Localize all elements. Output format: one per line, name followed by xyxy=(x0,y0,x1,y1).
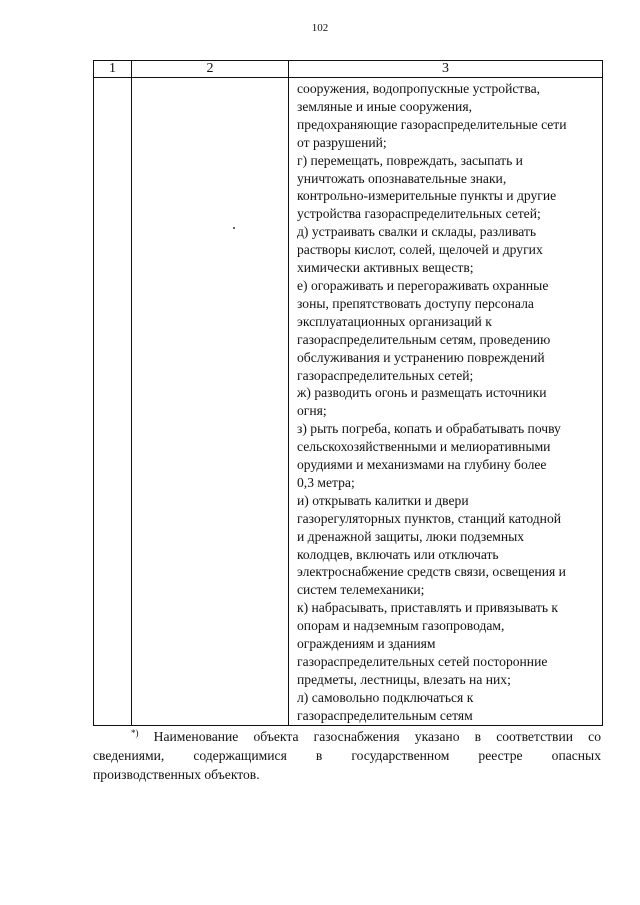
text-line: устройства газораспределительных сетей; xyxy=(297,206,541,222)
text-line: е) огораживать и перегораживать охранные xyxy=(297,277,549,293)
text-line: газораспределительных сетей; xyxy=(297,367,474,383)
text-line: и) открывать калитки и двери xyxy=(297,492,469,508)
text-line: ограждениям и зданиям xyxy=(297,636,436,652)
text-line: газораспределительным сетям xyxy=(297,707,473,723)
footnote-line: производственных объектов. xyxy=(93,767,260,782)
text-line: уничтожать опознавательные знаки, xyxy=(297,170,507,186)
footnote xyxy=(93,724,601,784)
header-col-1: 1 xyxy=(94,61,132,78)
text-line: химически активных веществ; xyxy=(297,260,474,276)
text-line: колодцев, включать или отключать xyxy=(297,546,499,562)
text-line: з) рыть погреба, копать и обрабатывать почву xyxy=(297,421,561,437)
footnote-line: *) Наименование объекта газоснабжения указано в соответствии со xyxy=(131,728,601,744)
text-line: газораспределительных сетей посторонние xyxy=(297,654,548,669)
text-line: зоны, препятствовать доступу персонала xyxy=(297,295,534,311)
text-line: обслуживания и устранению повреждений xyxy=(297,349,545,365)
text-line: земляные и иные сооружения, xyxy=(297,98,472,114)
text-line: сельскохозяйственными и мелиоративными xyxy=(297,439,551,455)
page-number: 102 xyxy=(311,22,329,34)
text-line: сооружения, водопропускные устройства, xyxy=(297,81,541,96)
text-line: эксплуатационных организаций к xyxy=(297,313,492,329)
text-line: опорам и надземным газопроводам, xyxy=(297,618,505,634)
table-header-row xyxy=(94,61,603,78)
text-line: д) устраивать свалки и склады, разливать xyxy=(297,224,537,240)
text-line: растворы кислот, солей, щелочей и других xyxy=(297,242,543,258)
footnote-marker: *) xyxy=(131,728,139,738)
restrictions-text xyxy=(289,78,602,725)
text-line: от разрушений; xyxy=(297,134,387,150)
document-table xyxy=(93,60,603,726)
header-col-2: 2 xyxy=(132,61,289,78)
text-line: г) перемещать, повреждать, засыпать и xyxy=(297,152,523,168)
text-line: к) набрасывать, приставлять и привязывать к xyxy=(297,600,559,616)
scan-dot-mark xyxy=(233,227,235,229)
footnote-line: сведениями, содержащимися в государственном реестре опасных xyxy=(93,748,601,763)
header-col-3: 3 xyxy=(289,61,603,78)
text-line: л) самовольно подключаться к xyxy=(297,689,474,705)
text-line: контрольно-измерительные пункты и другие xyxy=(297,188,557,204)
text-line: предохраняющие газораспределительные сети xyxy=(297,116,567,132)
cell-col-1 xyxy=(94,78,132,726)
text-line: огня; xyxy=(297,403,327,419)
cell-col-3 xyxy=(289,78,603,726)
text-line: 0,3 метра; xyxy=(297,474,355,490)
text-line: газорегуляторных пунктов, станций катодной xyxy=(297,510,562,526)
text-line: предметы, лестницы, влезать на них; xyxy=(297,671,511,687)
cell-col-2 xyxy=(132,78,289,726)
text-line: электроснабжение средств связи, освещения и xyxy=(297,564,566,580)
text-line: газораспределительным сетям, проведению xyxy=(297,331,551,347)
text-line: орудиями и механизмами на глубину более xyxy=(297,457,547,473)
text-line: систем телемеханики; xyxy=(297,582,425,598)
text-line: ж) разводить огонь и размещать источники xyxy=(297,385,547,401)
table-row xyxy=(94,78,603,726)
text-line: и дренажной защиты, люки подземных xyxy=(297,528,525,544)
